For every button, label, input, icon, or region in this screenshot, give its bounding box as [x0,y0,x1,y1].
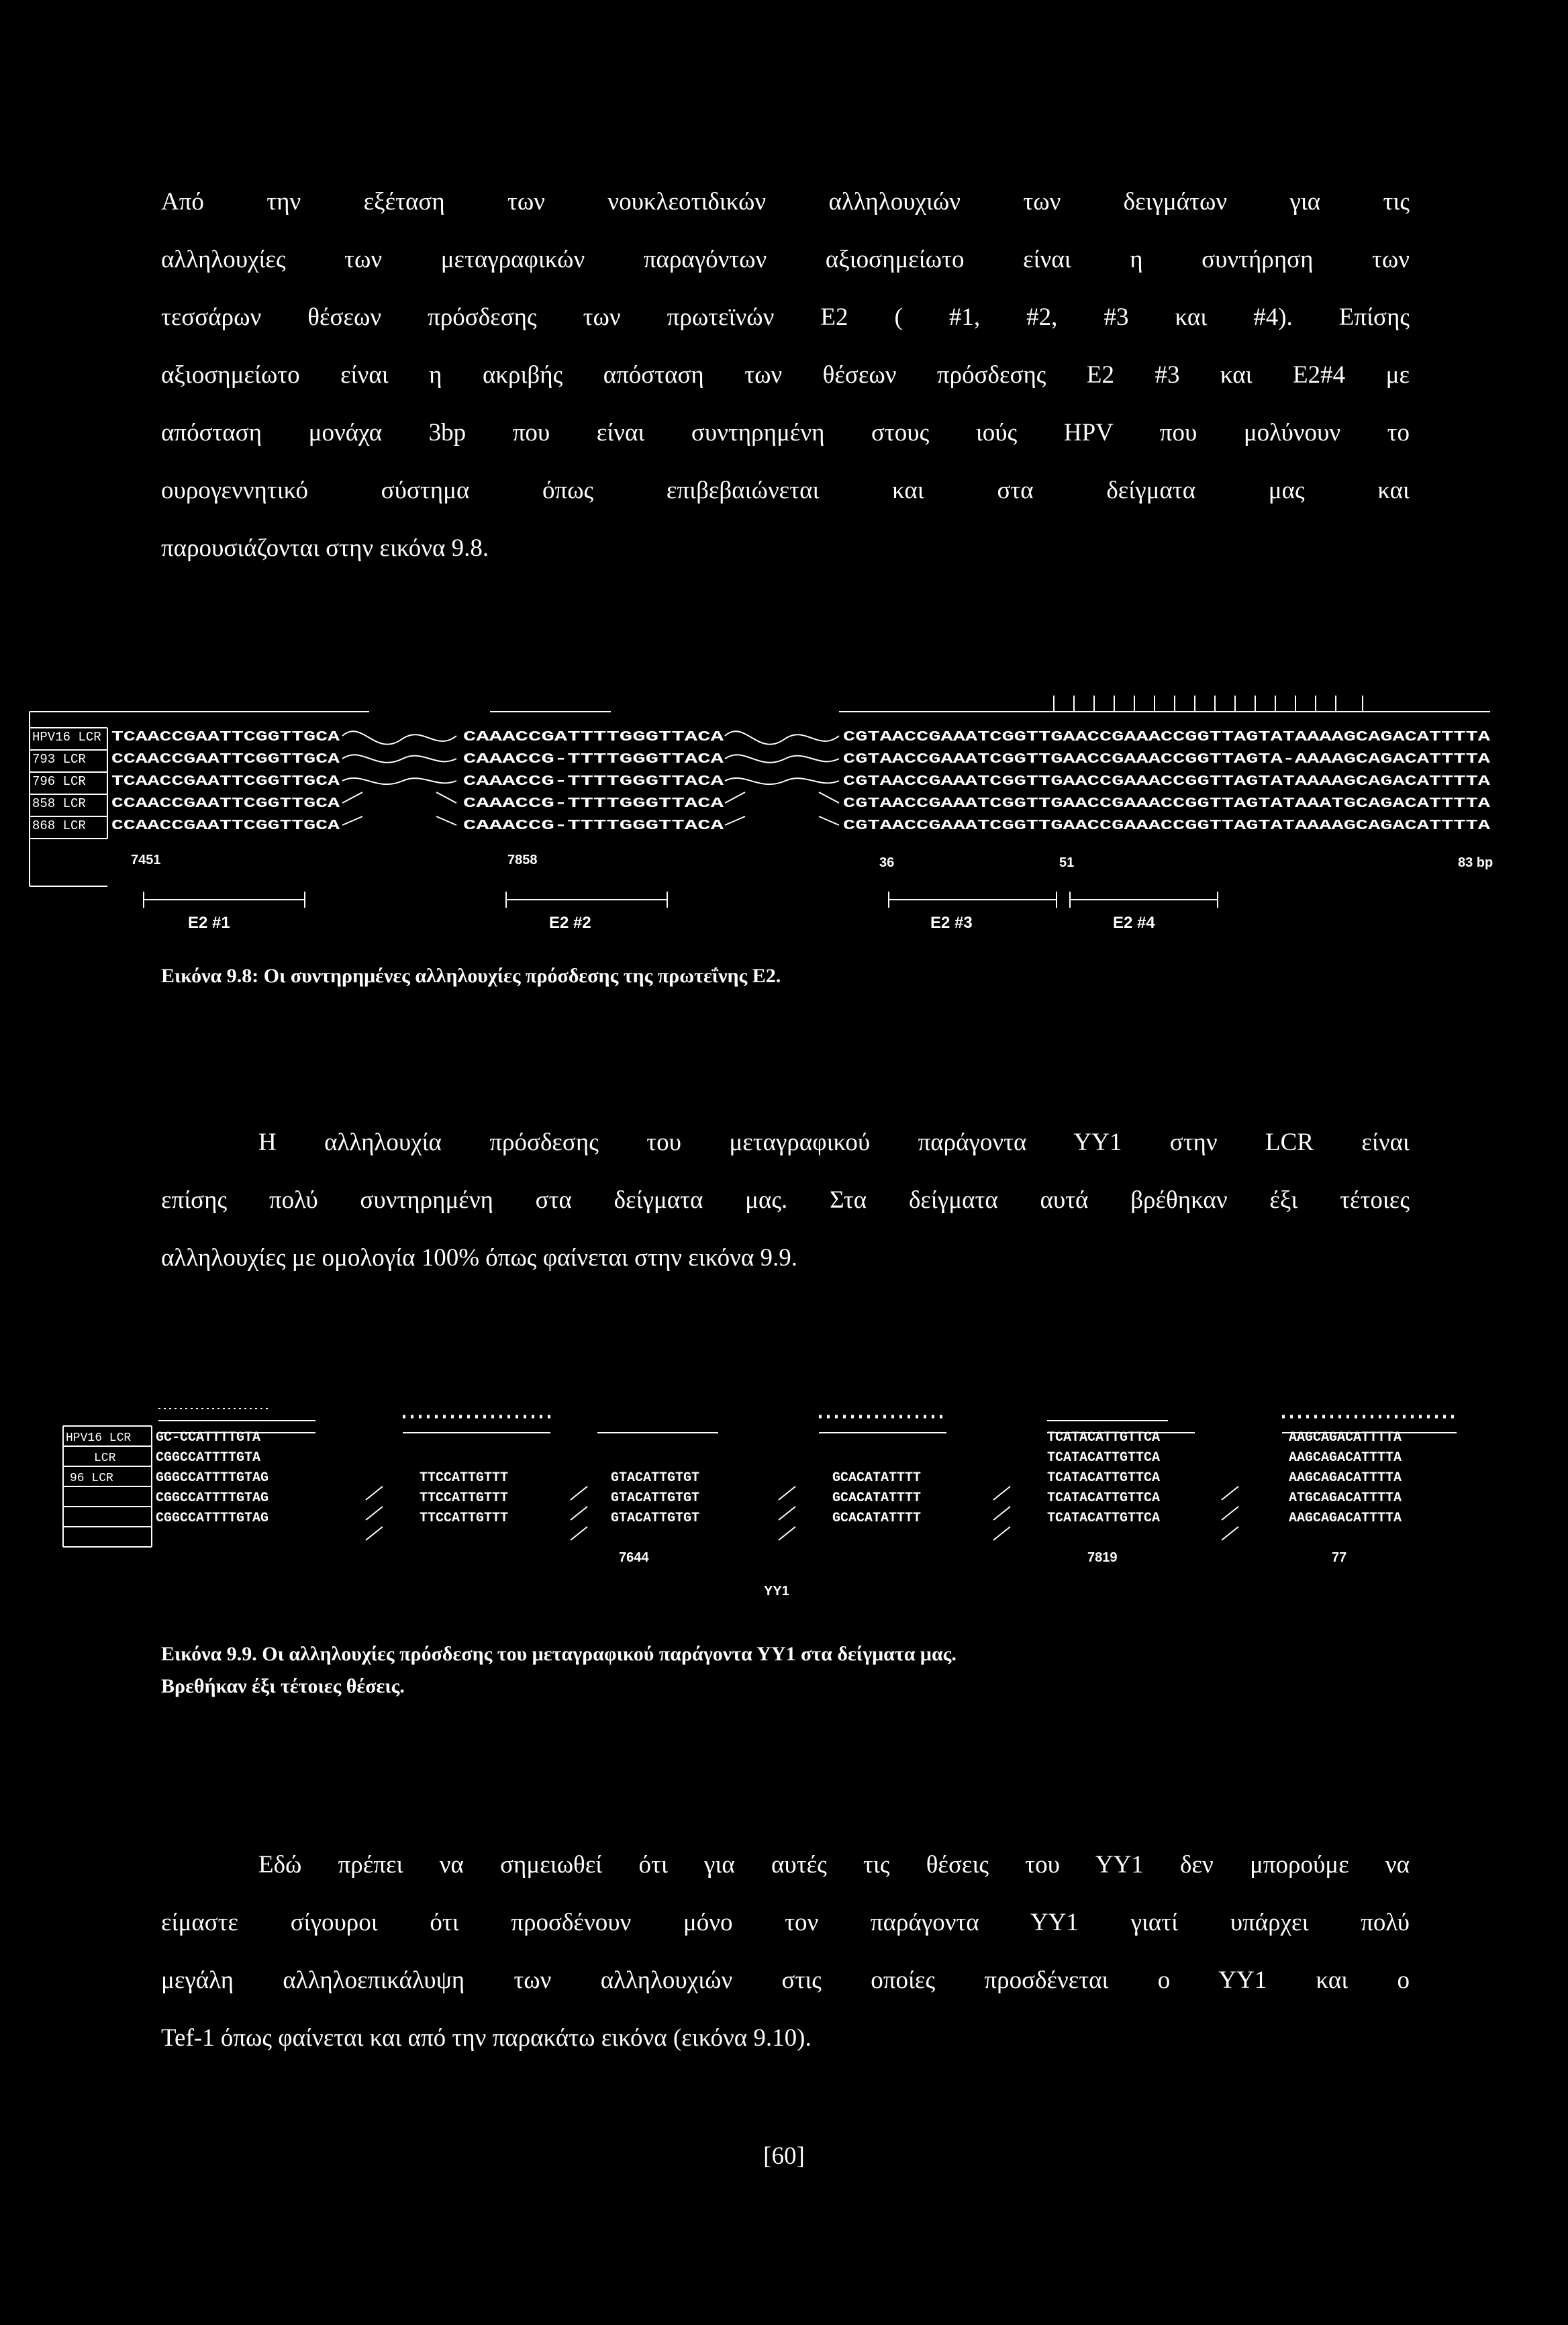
sequence: AAGCAGACATTTTA [1289,1430,1402,1445]
sequence: TCATACATTGTTCA [1047,1470,1161,1486]
paragraph-2-line: επίσης πολύ συντηρημένη στα δείγματα μας. Στα δείγματα αυτά βρέθηκαν έξι τέτοιες [161,1186,1410,1214]
sequence: GCACATATTTT [832,1490,922,1506]
position-label: 7858 [507,853,538,867]
sequence: CCAACCGAATTCGGTTGCA [111,796,340,812]
site-label: E2 #4 [1113,914,1155,932]
sequence: TTCCATTGTTT [420,1511,509,1526]
paragraph-3-line: Εδώ πρέπει να σημειωθεί ότι για αυτές τις θέσεις του ΥΥ1 δεν μπορούμε να [258,1851,1410,1879]
sequence: CAAACCG-TTTTGGGTTACA [463,818,724,834]
site-label: E2 #2 [549,914,591,932]
factor-label: YY1 [764,1584,789,1599]
site-label: E2 #3 [930,914,973,932]
sequence: GTACATTGTGT [611,1511,700,1526]
e2-alignment-graphic [27,692,1504,947]
paragraph-2 [161,1114,1410,1287]
sequence: GCACATATTTT [832,1470,922,1486]
figure-9-9-alignment [27,1396,1504,1625]
sequence: TCATACATTGTTCA [1047,1511,1161,1526]
site-label: E2 #1 [188,914,230,932]
row-label: 796 LCR [32,774,86,789]
paragraph-2-line: Η αλληλουχία πρόσδεσης του μεταγραφικού παράγοντα ΥΥ1 στην LCR είναι [258,1129,1410,1156]
row-label: 793 LCR [32,752,86,767]
sequence: CGGCCATTTTGTAG [156,1490,269,1506]
sequence: CAAACCG-TTTTGGGTTACA [463,774,724,790]
yy1-alignment-graphic [27,1396,1504,1625]
sequence: GCACATATTTT [832,1511,922,1526]
paragraph-1-line: αξιοσημείωτο είναι η ακριβής απόσταση των θέσεων πρόσδεσης Ε2 #3 και Ε2#4 με [161,361,1410,389]
sequence: TCATACATTGTTCA [1047,1450,1161,1466]
sequence: GC-CCATTTTGTA [156,1430,261,1445]
sequence: CGTAACCGAAATCGGTTGAACCGAAACCGGTTAGTATAAAAGCAGACATTTTA [843,730,1491,745]
position-label: 7644 [619,1550,649,1565]
position-label: 51 [1059,855,1075,870]
paragraph-1-line: ουρογεννητικό σύστημα όπως επιβεβαιώνεται και στα δείγματα μας και [161,477,1410,504]
paragraph-1-line: παρουσιάζονται στην εικόνα 9.8. [161,534,489,562]
sequence: AAGCAGACATTTTA [1289,1450,1402,1466]
sequence: GTACATTGTGT [611,1490,700,1506]
sequence: AAGCAGACATTTTA [1289,1470,1402,1486]
sequence: CGTAACCGAAATCGGTTGAACCGAAACCGGTTAGTA-AAAAGCAGACATTTTA [843,752,1491,767]
sequence: CAAACCG-TTTTGGGTTACA [463,752,724,767]
figure-9-8-alignment [27,692,1504,947]
sequence: CAAACCGATTTTGGGTTACA [463,730,724,745]
paragraph-1 [161,173,1410,577]
row-label: LCR [94,1452,116,1465]
sequence: CCAACCGAATTCGGTTGCA [111,752,340,767]
sequence: TTCCATTGTTT [420,1490,509,1506]
row-label: 868 LCR [32,818,86,833]
position-label: 36 [879,855,895,870]
sequence: CGGCCATTTTGTAG [156,1511,269,1526]
figure-9-9-caption [161,1638,1410,1703]
paragraph-1-line: Από την εξέταση των νουκλεοτιδικών αλληλουχιών των δειγμάτων για τις [161,188,1410,216]
sequence: ATGCAGACATTTTA [1289,1490,1402,1506]
page-number: [60] [763,2142,805,2170]
sequence: CGTAACCGAAATCGGTTGAACCGAAACCGGTTAGTATAAATGCAGACATTTTA [843,796,1491,812]
sequence: CGTAACCGAAATCGGTTGAACCGAAACCGGTTAGTATAAAAGCAGACATTTTA [843,818,1491,834]
sequence: TCAACCGAATTCGGTTGCA [111,774,340,790]
paragraph-3-line: μεγάλη αλληλοεπικάλυψη των αλληλουχιών στις οποίες προσδένεται ο ΥΥ1 και ο [161,1966,1410,1994]
sequence: CGGCCATTTTGTA [156,1450,261,1466]
sequence: TCAACCGAATTCGGTTGCA [111,730,340,745]
position-label: 77 [1332,1550,1347,1565]
figure-9-8-caption: Εικόνα 9.8: Οι συντηρημένες αλληλουχίες πρόσδεσης της πρωτεΐνης Ε2. [161,965,781,987]
sequence: TTCCATTGTTT [420,1470,509,1486]
row-label: 858 LCR [32,796,86,811]
sequence: AAGCAGACATTTTA [1289,1511,1402,1526]
position-label: 83 bp [1458,855,1493,870]
sequence: TCATACATTGTTCA [1047,1430,1161,1445]
sequence: TCATACATTGTTCA [1047,1490,1161,1506]
sequence: CGTAACCGAAATCGGTTGAACCGAAACCGGTTAGTATAAAAGCAGACATTTTA [843,774,1491,790]
paragraph-1-line: απόσταση μονάχα 3bp που είναι συντηρημένη στους ιούς HPV που μολύνουν το [161,419,1410,446]
position-label: 7451 [131,853,161,867]
figure-9-9-caption-line: Βρεθήκαν έξι τέτοιες θέσεις. [161,1675,405,1697]
position-label: 7819 [1087,1550,1118,1565]
paragraph-3 [161,1836,1410,2067]
sequence: GGGCCATTTTGTAG [156,1470,269,1486]
paragraph-1-line: αλληλουχίες των μεταγραφικών παραγόντων αξιοσημείωτο είναι η συντήρηση των [161,246,1410,273]
figure-9-9-caption-line: Εικόνα 9.9. Οι αλληλουχίες πρόσδεσης του μεταγραφικού παράγοντα ΥΥ1 στα δείγματα μας. [161,1643,957,1665]
row-label: 96 LCR [70,1472,113,1485]
sequence: CCAACCGAATTCGGTTGCA [111,818,340,834]
paragraph-3-line: Tef-1 όπως φαίνεται και από την παρακάτω εικόνα (εικόνα 9.10). [161,2024,812,2052]
sequence: CAAACCG-TTTTGGGTTACA [463,796,724,812]
paragraph-2-line: αλληλουχίες με ομολογία 100% όπως φαίνεται στην εικόνα 9.9. [161,1244,797,1272]
paragraph-3-line: είμαστε σίγουροι ότι προσδένουν μόνο τον παράγοντα ΥΥ1 γιατί υπάρχει πολύ [161,1909,1410,1936]
row-label: HPV16 LCR [32,730,101,745]
sequence: GTACATTGTGT [611,1470,700,1486]
row-label: HPV16 LCR [66,1431,132,1445]
paragraph-1-line: τεσσάρων θέσεων πρόσδεσης των πρωτεϊνών Ε2 ( #1, #2, #3 και #4). Επίσης [161,303,1410,331]
